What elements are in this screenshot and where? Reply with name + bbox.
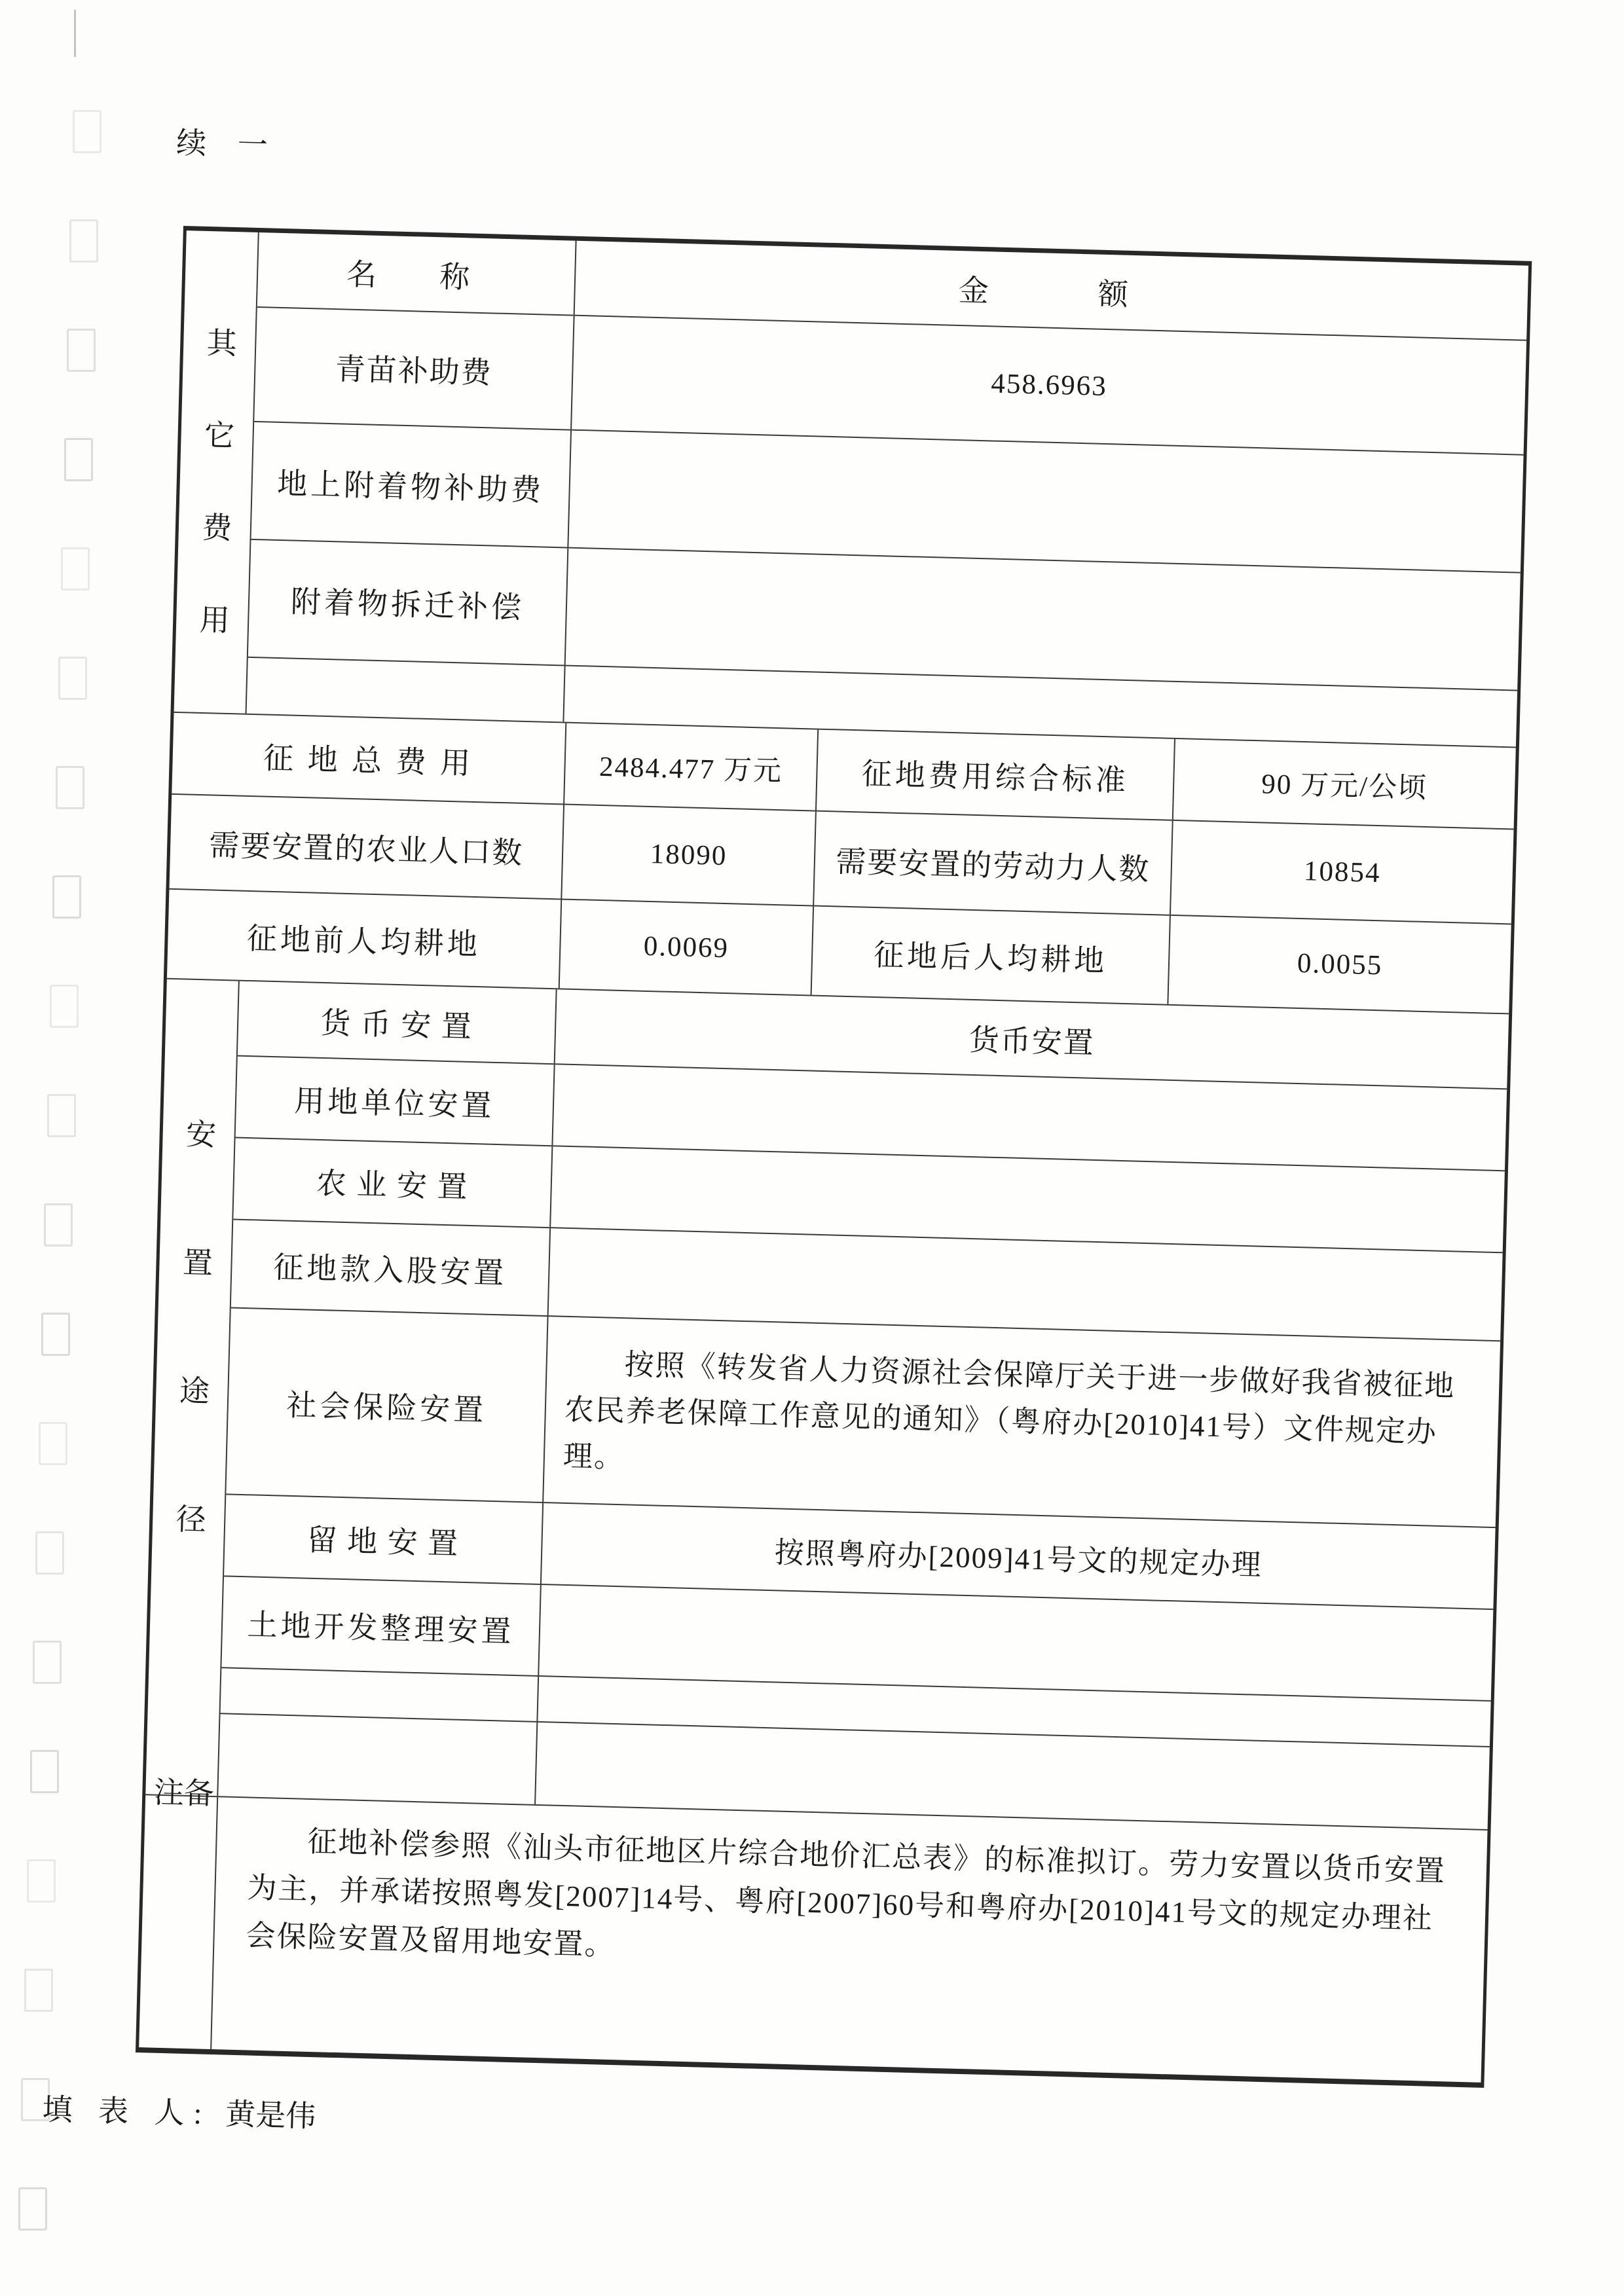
header-name: 名 称: [257, 232, 577, 315]
fee-label-blank: [247, 658, 566, 722]
continuation-label: 续 一: [175, 126, 280, 162]
social-insurance-text: 按照《转发省人力资源社会保障厅关于进一步做好我省被征地农民养老保障工作意见的通知》（粤府办[2010]41号）文件规定办理。: [563, 1348, 1456, 1474]
way-value-reserved-land: 按照粤府办[2009]41号文的规定办理: [774, 1536, 1263, 1582]
way-label-land-development: 土地开发整理安置: [221, 1576, 541, 1675]
per-capita-before-value: 0.0069: [560, 900, 814, 994]
way-label-blank-2: [218, 1714, 538, 1804]
way-label-agriculture: 农 业 安 置: [233, 1139, 553, 1228]
fee-value-ground-attachment: [568, 431, 1523, 572]
section-other-fees: [174, 230, 1529, 748]
standard-label: 征地费用综合标准: [817, 730, 1175, 820]
way-label-reserved-land: 留 地 安 置: [224, 1495, 544, 1584]
labor-population-label: 需要安置的劳动力人数: [814, 812, 1173, 915]
filler-name: 黄是伟: [225, 2097, 316, 2134]
section-summary: [167, 713, 1516, 1015]
filler-label: 填 表 人:: [41, 2092, 212, 2131]
remarks-text: 征地补偿参照《汕头市征地区片综合地价汇总表》的标准拟订。劳力安置以货币安置为主，并承诺按照粤发[2007]14号、粤府[2007]60号和粤府办[2010]41号文的规定办理社会保险安置及留用地安置。: [246, 1825, 1447, 1961]
way-value-monetary: 货币安置: [969, 1023, 1096, 1060]
fee-value-young-crop: 458.6963: [990, 368, 1108, 403]
labor-population-value: 10854: [1303, 856, 1382, 889]
section-remarks: [139, 1776, 1487, 2083]
header-amount: 金 额: [958, 273, 1145, 312]
standard-value: 90 万元/公顷: [1261, 769, 1428, 805]
total-cost-value: 2484.477 万元: [564, 723, 819, 811]
agri-population-label: 需要安置的农业人口数: [170, 795, 565, 899]
other-fees-stub-label: 其它费用: [193, 326, 237, 697]
way-value-social-insurance: [544, 1317, 1500, 1527]
way-label-social-insurance: 社会保险安置: [226, 1308, 548, 1502]
form-table: [136, 226, 1532, 2088]
other-fees-stub-cell: [174, 230, 259, 714]
resettlement-stub-label: 安置途径: [169, 1117, 216, 1632]
per-capita-after-label: 征地后人均耕地: [812, 907, 1171, 1004]
per-capita-after-value: 0.0055: [1297, 947, 1383, 981]
total-cost-label: 征 地 总 费 用: [172, 713, 566, 804]
form-filler-line: [42, 2085, 316, 2136]
agri-population-value: 18090: [562, 805, 817, 905]
section-resettlement: [145, 979, 1509, 1831]
way-label-blank-1: [221, 1668, 540, 1721]
table-row: [226, 1308, 1500, 1528]
way-label-monetary: 货 币 安 置: [238, 981, 557, 1064]
per-capita-before-label: 征地前人均耕地: [167, 890, 562, 989]
fee-label-ground-attachment: 地上附着物补助费: [251, 422, 572, 547]
way-label-equity: 征地款入股安置: [231, 1220, 551, 1316]
way-label-land-user: 用地单位安置: [236, 1057, 555, 1146]
fee-label-attachment-demolition: 附着物拆迁补偿: [248, 540, 568, 665]
fee-label-young-crop: 青苗补助费: [254, 308, 574, 429]
remarks-stub-cell: [139, 1776, 218, 2049]
remarks-stub-label: 备注: [146, 1776, 214, 1916]
fee-value-attachment-demolition: [566, 549, 1521, 690]
